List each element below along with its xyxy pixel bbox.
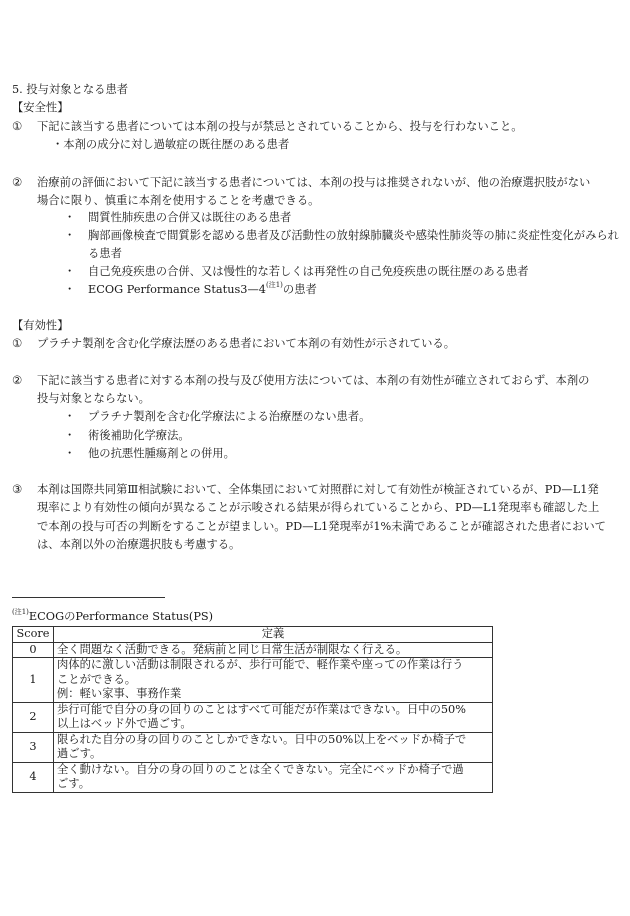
bullet-text: 間質性肺疾患の合併又は既往のある患者 (88, 211, 292, 224)
definition-cell (54, 762, 493, 792)
definition-line: 過ごす。 (57, 747, 102, 760)
definition-line: 全く問題なく活動できる。発病前と同じ日常生活が制限なく行える。 (57, 642, 408, 656)
definition-line: 例：軽い家事、事務作業 (57, 687, 182, 700)
score-cell: 4 (13, 762, 54, 792)
table-row (13, 732, 493, 762)
header-score: Score (13, 627, 54, 643)
definition-line: 限られた自分の身の回りのことしかできない。日中の50%以上をベッドか椅子で (57, 732, 467, 746)
item-number: ② (12, 176, 23, 189)
item-number: ② (12, 374, 23, 387)
score-cell: 0 (13, 642, 54, 658)
safety-item-1-bullet: ・本剤の成分に対し過敏症の既往歴のある患者 (52, 138, 290, 151)
bullet-text: 自己免疫疾患の合併、又は慢性的な若しくは再発性の自己免疫疾患の既往歴のある患者 (88, 265, 529, 278)
definition-line: 肉体的に激しい活動は制限されるが、歩行可能で、軽作業や座っての作業は行う (57, 658, 464, 671)
bullet-text: 胸部画像検査で間質影を認める患者及び活動性の放射線肺臓炎や感染性肺炎等の肺に炎症性変化がみられ (88, 229, 619, 242)
definition-line: 歩行可能で自分の身の回りのことはすべて可能だが作業はできない。日中の50% (57, 702, 466, 716)
definition-line: 全く動けない。自分の身の回りのことは全くできない。完全にベッドか椅子で過 (57, 762, 464, 776)
footnote-title (12, 608, 213, 626)
footnote-divider (12, 597, 165, 598)
bullet-mark: ・ (64, 410, 76, 423)
bullet-mark: ・ (64, 447, 76, 460)
definition-cell (54, 658, 493, 703)
item-number: ① (12, 337, 23, 350)
table-row (13, 702, 493, 732)
section-heading: 5. 投与対象となる患者 (12, 83, 129, 96)
item-number: ③ (12, 483, 23, 496)
bullet-text: る患者 (88, 247, 122, 260)
efficacy-item-3-line: 現率により有効性の傾向が異なることが示唆される結果が得られていることから、PD—L1発現率も確認した上 (37, 501, 600, 514)
efficacy-item-1: プラチナ製剤を含む化学療法歴のある患者において本剤の有効性が示されている。 (37, 337, 455, 350)
safety-item-2-line: 治療前の評価において下記に該当する患者については、本剤の投与は推奨されないが、他の治療選択肢がない (37, 176, 591, 189)
efficacy-item-2-line: 下記に該当する患者に対する本剤の投与及び使用方法については、本剤の有効性が確立されておらず、本剤の (37, 374, 590, 387)
header-definition: 定義 (54, 627, 493, 643)
table-row (13, 642, 493, 658)
efficacy-item-2-line: 投与対象とならない。 (37, 392, 150, 405)
bullet-mark: ・ (64, 211, 76, 224)
footnote-title-text: ECOGのPerformance Status(PS) (28, 610, 214, 623)
footnote-ref: (注1) (265, 281, 283, 289)
bullet-mark: ・ (64, 229, 76, 242)
ecog-ps-table (12, 626, 493, 793)
definition-cell (54, 702, 493, 732)
score-cell: 2 (13, 702, 54, 732)
efficacy-item-3-line: 本剤は国際共同第Ⅲ相試験において、全体集団において対照群に対して有効性が検証されているが、PD—L1発 (37, 483, 599, 496)
bullet-text: ECOG Performance Status3—4 (88, 283, 266, 296)
bullet-mark: ・ (64, 429, 76, 442)
bullet-suffix: の患者 (282, 283, 317, 296)
bullet-text: プラチナ製剤を含む化学療法による治療歴のない患者。 (88, 410, 371, 423)
safety-item-2-line: 場合に限り、慎重に本剤を使用することを考慮できる。 (37, 194, 320, 207)
definition-line: ごす。 (57, 777, 90, 790)
table-row (13, 658, 493, 703)
efficacy-item-3-line: で本剤の投与可否の判断をすることが望ましい。PD—L1発現率が1%未満であることが確認された患者において (37, 520, 606, 533)
bullet-mark: ・ (64, 265, 76, 278)
score-cell: 3 (13, 732, 54, 762)
efficacy-item-3-line: は、本剤以外の治療選択肢も考慮する。 (37, 538, 241, 551)
table-row (13, 762, 493, 792)
definition-line: ことができる。 (57, 672, 137, 686)
bullet-text: 他の抗悪性腫瘍剤との併用。 (88, 447, 235, 460)
score-cell: 1 (13, 658, 54, 703)
footnote-ref: (注1) (12, 608, 29, 616)
table-header-row (13, 627, 493, 643)
definition-cell (54, 642, 493, 658)
bullet-mark: ・ (64, 283, 76, 296)
safety-item-1: 下記に該当する患者については本剤の投与が禁忌とされていることから、投与を行わないこと。 (37, 120, 523, 133)
bullet-text-ecog (88, 281, 317, 299)
safety-title: 【安全性】 (12, 101, 69, 114)
efficacy-title: 【有効性】 (12, 319, 69, 332)
bullet-text: 術後補助化学療法。 (88, 429, 190, 442)
definition-cell (54, 732, 493, 762)
item-number: ① (12, 120, 23, 133)
definition-line: 以上はベッド外で過ごす。 (57, 717, 192, 730)
